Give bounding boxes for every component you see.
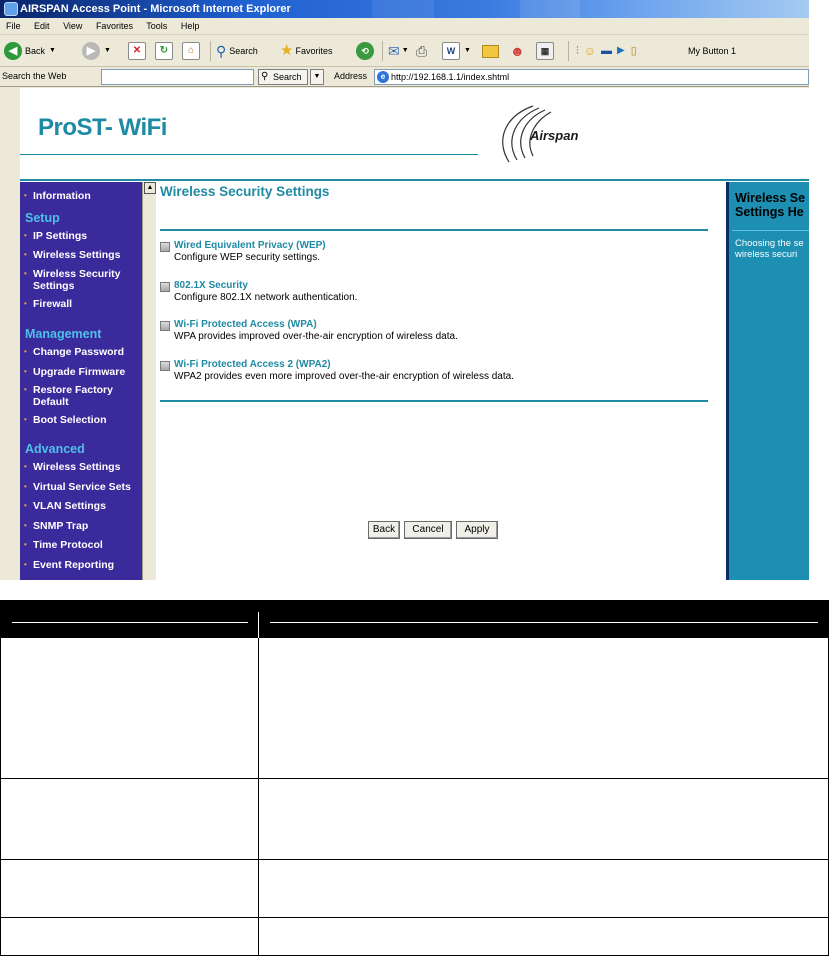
magnifier-icon: ⚲ [216,43,227,59]
mail-icon: ✉ [388,43,400,59]
search-dropdown-button[interactable] [310,69,324,85]
wpa-option-link[interactable]: Wi-Fi Protected Access (WPA) [174,319,317,330]
sidebar-item-event-reporting[interactable]: • Event Reporting [33,559,114,571]
word-icon: W [442,42,460,60]
cancel-button[interactable]: Cancel [404,521,452,539]
back-form-button[interactable]: Back [368,521,400,539]
history-icon: ⟲ [356,42,374,60]
table-header [0,600,829,638]
back-arrow-icon: ◀ [4,42,22,60]
document-table [0,600,829,956]
header-divider [20,154,478,155]
chevron-down-icon: ▼ [104,47,111,54]
sidebar-item-upgrade-firmware[interactable]: • Upgrade Firmware [33,366,125,378]
page-title: Wireless Security Settings [160,184,330,199]
folder-icon [482,45,499,58]
8021x-option-link[interactable]: 802.1X Security [174,280,248,291]
back-button[interactable]: ◀ Back ▼ [4,40,56,62]
stop-button[interactable] [128,40,146,62]
smiley-icon: ☺ [583,44,597,58]
standard-toolbar [0,35,809,67]
web-search-input[interactable] [101,69,254,85]
printer-icon: ⎙ [416,43,428,59]
sidebar-item-wireless-settings[interactable]: • Wireless Settings [33,249,120,261]
wpa2-checkbox[interactable] [160,361,170,371]
refresh-icon: ↻ [155,42,173,60]
help-title: Wireless Se Settings He [735,191,806,219]
menu-help[interactable]: Help [180,21,200,31]
sidebar-item-snmp-trap[interactable]: • SNMP Trap [33,520,88,532]
sidebar-heading-advanced: Advanced [25,442,85,456]
web-search-button[interactable]: ⚲ Search [258,69,308,85]
home-button[interactable] [182,40,200,62]
wep-option-link[interactable]: Wired Equivalent Privacy (WEP) [174,240,326,251]
messenger-button[interactable] [510,40,525,62]
table-row [0,779,829,860]
sidebar-item-change-password[interactable]: • Change Password [33,346,124,358]
chevron-down-icon: ▼ [464,47,471,54]
header-bottom-line [20,179,809,181]
page-header [20,88,809,180]
search-toolbar-button[interactable]: ⚲ Search [216,40,258,62]
window-title: AIRSPAN Access Point - Microsoft Internet Explorer [20,3,291,15]
sidebar-item-wireless-security-settings[interactable]: • Wireless Security Settings [33,268,138,292]
print-button[interactable] [416,40,427,62]
monitor-icon: ▬ [601,45,613,57]
folder-button[interactable] [482,40,499,62]
help-panel [726,182,809,580]
favorites-button[interactable]: ★ Favorites [280,40,332,62]
address-bar-row [0,67,809,87]
wpa2-option-description: WPA2 provides even more improved over-the-air encryption of wireless data. [174,371,514,382]
sidebar-item-time-protocol[interactable]: • Time Protocol [33,539,103,551]
main-content [160,182,726,580]
sidebar-item-boot-selection[interactable]: • Boot Selection [33,414,107,426]
table-row [0,638,829,779]
refresh-button[interactable] [155,40,173,62]
research-icon: ▦ [536,42,554,60]
magnifier-icon: ⚲ [261,71,269,82]
8021x-option-description: Configure 802.1X network authentication. [174,292,358,303]
home-icon: ⌂ [182,42,200,60]
wep-option-description: Configure WEP security settings. [174,252,320,263]
scroll-up-arrow-icon[interactable]: ▲ [144,182,156,194]
help-body: Choosing the se wireless securi [735,238,804,260]
page-icon: e [377,71,389,83]
messenger-icon: ☻ [510,43,525,59]
forward-button[interactable] [82,40,111,62]
airspan-logo-text: Airspan [530,128,579,143]
pin-icon: ⫶ [576,45,579,57]
menu-edit[interactable]: Edit [34,21,50,31]
sidebar-item-ip-settings[interactable]: • IP Settings [33,230,87,242]
sidebar-item-firewall[interactable]: • Firewall [33,298,72,310]
menu-favorites[interactable]: Favorites [95,21,133,31]
address-label: Address [334,71,368,81]
menu-view[interactable]: View [63,21,83,31]
wep-checkbox[interactable] [160,242,170,252]
chevron-down-icon: ▼ [401,47,409,54]
mail-button[interactable] [388,40,409,62]
edit-button[interactable] [442,40,471,62]
sidebar-item-vlan-settings[interactable]: • VLAN Settings [33,500,106,512]
my-button-1[interactable]: My Button 1 [688,46,737,56]
content-divider-top [160,229,708,231]
play-icon: ▶ [617,45,625,56]
notes-icon: ▯ [630,45,637,57]
window-title-bar [0,0,809,18]
help-divider [732,230,809,231]
sidebar-item-restore-factory-default[interactable]: • Restore Factory Default [33,384,133,408]
sidebar-scrollbar[interactable] [142,182,156,580]
brand-title: ProST- WiFi [38,114,167,141]
menu-tools[interactable]: Tools [146,21,168,31]
sidebar-nav [20,182,142,580]
star-icon: ★ [280,42,294,59]
table-row [0,918,829,956]
search-web-label: Search the Web [2,71,67,81]
internet-explorer-icon [4,2,18,16]
sidebar-item-information[interactable]: • Information [33,190,91,202]
8021x-checkbox[interactable] [160,282,170,292]
apply-button[interactable]: Apply [456,521,498,539]
wpa-checkbox[interactable] [160,321,170,331]
history-button[interactable] [356,40,374,62]
menu-file[interactable]: File [6,21,21,31]
chevron-down-icon: ▼ [49,47,56,54]
forward-arrow-icon: ▶ [82,42,100,60]
chevron-down-icon: ▼ [313,73,321,80]
sidebar-heading-setup: Setup [25,211,60,225]
content-divider-bottom [160,400,708,402]
address-input[interactable]: e http://192.168.1.1/index.shtml [374,69,809,85]
table-row [0,860,829,918]
wpa2-option-link[interactable]: Wi-Fi Protected Access 2 (WPA2) [174,359,331,370]
wpa-option-description: WPA provides improved over-the-air encryption of wireless data. [174,331,458,342]
sidebar-item-advanced-wireless-settings[interactable]: • Wireless Settings [33,461,120,473]
extra-toolbar-icons[interactable] [576,40,637,62]
menu-bar [0,18,809,35]
stop-icon: ✕ [128,42,146,60]
sidebar-heading-management: Management [25,327,102,341]
sidebar-item-virtual-service-sets[interactable]: • Virtual Service Sets [33,481,131,493]
research-button[interactable] [536,40,554,62]
web-page [20,88,809,580]
